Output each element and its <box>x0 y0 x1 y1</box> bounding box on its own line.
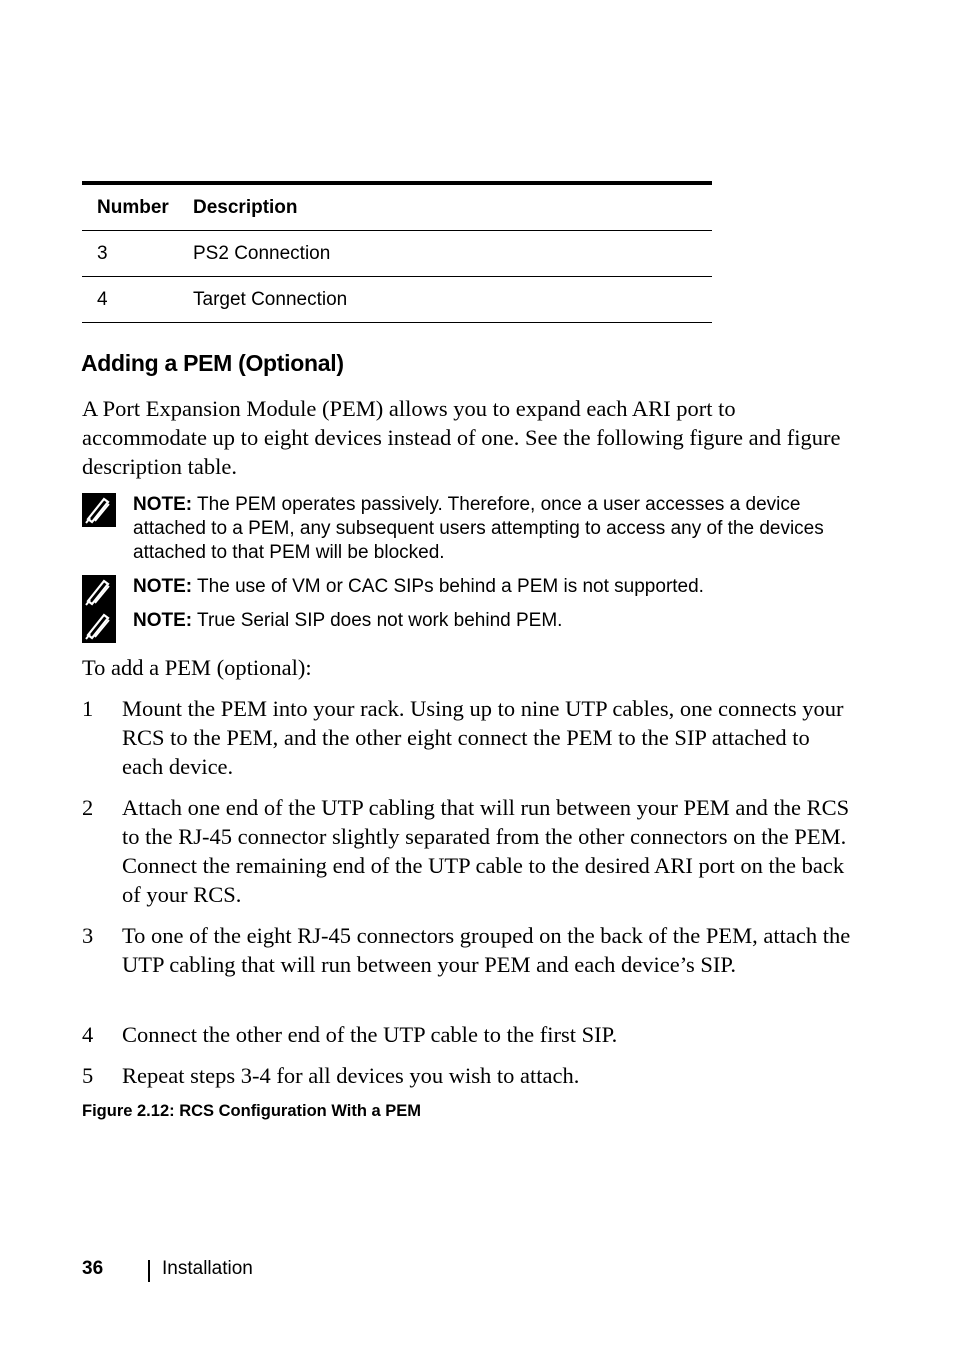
note-label: NOTE: <box>133 576 193 597</box>
note-text: True Serial SIP does not work behind PEM. <box>197 610 563 631</box>
step-number: 2 <box>82 795 94 820</box>
step-text: Attach one end of the UTP cabling that will run between your PEM and the RCS to the RJ-45 connector slightly separated from the other connectors on the PEM. Connect the remaining end of the UTP cable to the desired ARI port on the back of your RCS. <box>122 795 850 907</box>
note-label: NOTE: <box>133 494 193 515</box>
page-number: 36 <box>82 1258 104 1279</box>
footer-section-title: Installation <box>162 1258 253 1279</box>
procedure-lead: To add a PEM (optional): <box>82 655 312 680</box>
table-cell-description: Target Connection <box>193 288 348 310</box>
description-table <box>82 181 712 323</box>
note-label: NOTE: <box>133 610 193 631</box>
step-number: 1 <box>82 696 94 721</box>
step-text: Connect the other end of the UTP cable to the first SIP. <box>122 1022 618 1047</box>
intro-paragraph: A Port Expansion Module (PEM) allows you to expand each ARI port to accommodate up to eight devices instead of one. See the following figure and figure description table. <box>82 396 841 479</box>
note-pencil-icon <box>82 493 116 527</box>
step-number: 3 <box>82 923 94 948</box>
step-text: To one of the eight RJ-45 connectors grouped on the back of the PEM, attach the UTP cabling that will run between your PEM and each device’s SIP. <box>122 923 851 977</box>
table-cell-number: 4 <box>97 288 108 310</box>
table-cell-number: 3 <box>97 242 108 264</box>
table-row <box>82 277 712 323</box>
step-number: 5 <box>82 1063 94 1088</box>
step-text: Mount the PEM into your rack. Using up to nine UTP cables, one connects your RCS to the PEM, and the other eight connect the PEM to the SIP attached to each device. <box>122 696 844 779</box>
table-cell-description: PS2 Connection <box>193 242 331 264</box>
note-pencil-icon <box>82 575 116 609</box>
note-pencil-icon <box>82 609 116 643</box>
column-header-description: Description <box>193 196 298 218</box>
table-row <box>82 231 712 277</box>
note-text: The use of VM or CAC SIPs behind a PEM is not supported. <box>197 576 704 597</box>
section-heading: Adding a PEM (Optional) <box>81 350 344 376</box>
step-text: Repeat steps 3-4 for all devices you wish to attach. <box>122 1063 580 1088</box>
table-header-row <box>82 183 712 231</box>
note-text: The PEM operates passively. Therefore, once a user accesses a device attached to a PEM, any subsequent users attempting to access any of the devices attached to that PEM will be blocked. <box>133 494 824 563</box>
figure-caption: Figure 2.12: RCS Configuration With a PEM <box>82 1102 422 1120</box>
footer-divider <box>148 1260 150 1282</box>
column-header-number: Number <box>97 196 169 218</box>
step-number: 4 <box>82 1022 94 1047</box>
